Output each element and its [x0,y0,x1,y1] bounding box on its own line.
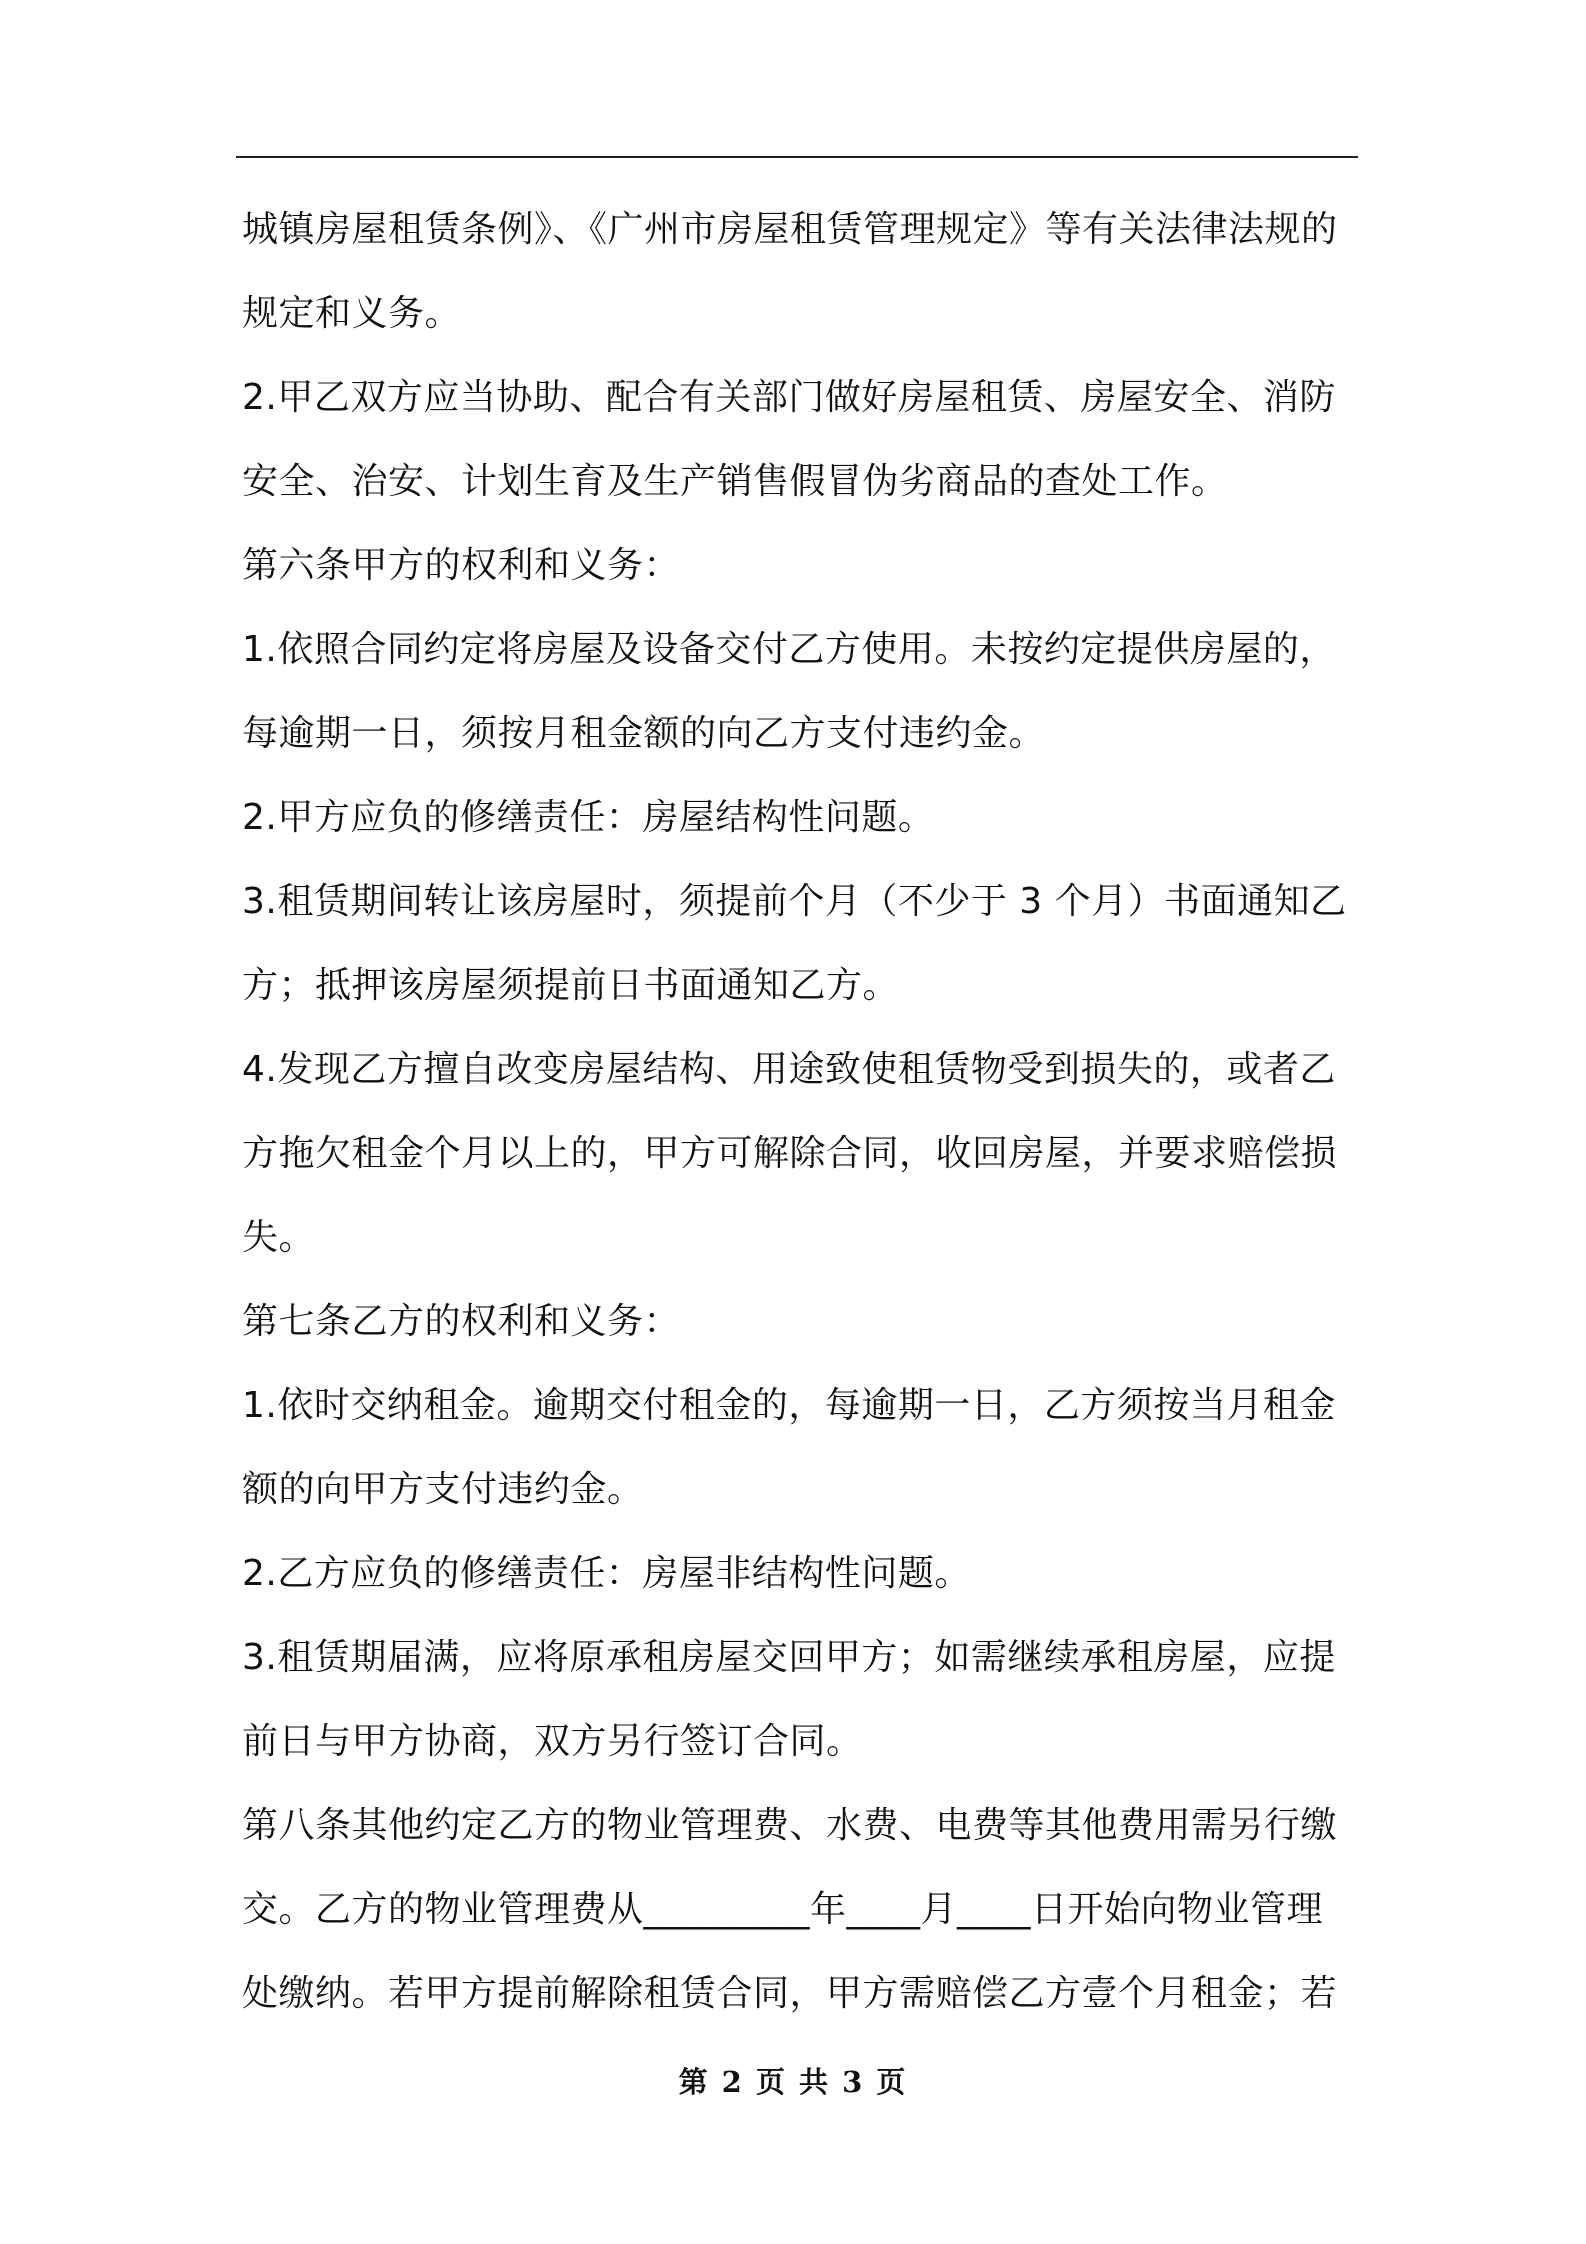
text-line: 1.依照合同约定将房屋及设备交付乙方使用。未按约定提供房屋的， [242,629,1336,670]
page-number: 第 2 页 共 3 页 [678,2065,908,2099]
text-line: 城镇房屋租赁条例》、《广州市房屋租赁管理规定》等有关法律法规的 [242,209,1338,250]
document-body [242,188,1356,2036]
text-line: 前日与甲方协商，双方另行签订合同。 [242,1721,863,1762]
text-line: 每逾期一日，须按月租金额的向乙方支付违约金。 [242,713,1046,754]
text-line: 方拖欠租金个月以上的，甲方可解除合同，收回房屋，并要求赔偿损 [242,1133,1338,1174]
text-line: 1.依时交纳租金。逾期交付租金的，每逾期一日，乙方须按当月租金 [242,1385,1336,1426]
text-line: 额的向甲方支付违约金。 [242,1469,644,1510]
header-rule [236,156,1358,158]
text-line: 方；抵押该房屋须提前日书面通知乙方。 [242,965,900,1006]
section-heading: 第六条甲方的权利和义务： [242,545,681,586]
text-line: 处缴纳。若甲方提前解除租赁合同，甲方需赔偿乙方壹个月租金；若 [242,1973,1338,2014]
section-heading: 第七条乙方的权利和义务： [242,1301,681,1342]
text-line: 3.租赁期届满，应将原承租房屋交回甲方；如需继续承租房屋，应提 [242,1637,1336,1678]
text-line: 交。乙方的物业管理费从_________年____月____日开始向物业管理 [242,1889,1324,1930]
text-line: 2.甲乙双方应当协助、配合有关部门做好房屋租赁、房屋安全、消防 [242,377,1336,418]
text-line: 4.发现乙方擅自改变房屋结构、用途致使租赁物受到损失的，或者乙 [242,1049,1336,1090]
text-line: 2.甲方应负的修缮责任：房屋结构性问题。 [242,797,935,838]
text-line: 失。 [242,1217,316,1258]
text-line: 安全、治安、计划生育及生产销售假冒伪劣商品的查处工作。 [242,461,1228,502]
text-line: 规定和义务。 [242,293,462,334]
text-line: 第八条其他约定乙方的物业管理费、水费、电费等其他费用需另行缴 [242,1805,1338,1846]
text-line: 2.乙方应负的修缮责任：房屋非结构性问题。 [242,1553,971,1594]
text-line: 3.租赁期间转让该房屋时，须提前个月（不少于 3 个月）书面通知乙 [242,881,1347,922]
